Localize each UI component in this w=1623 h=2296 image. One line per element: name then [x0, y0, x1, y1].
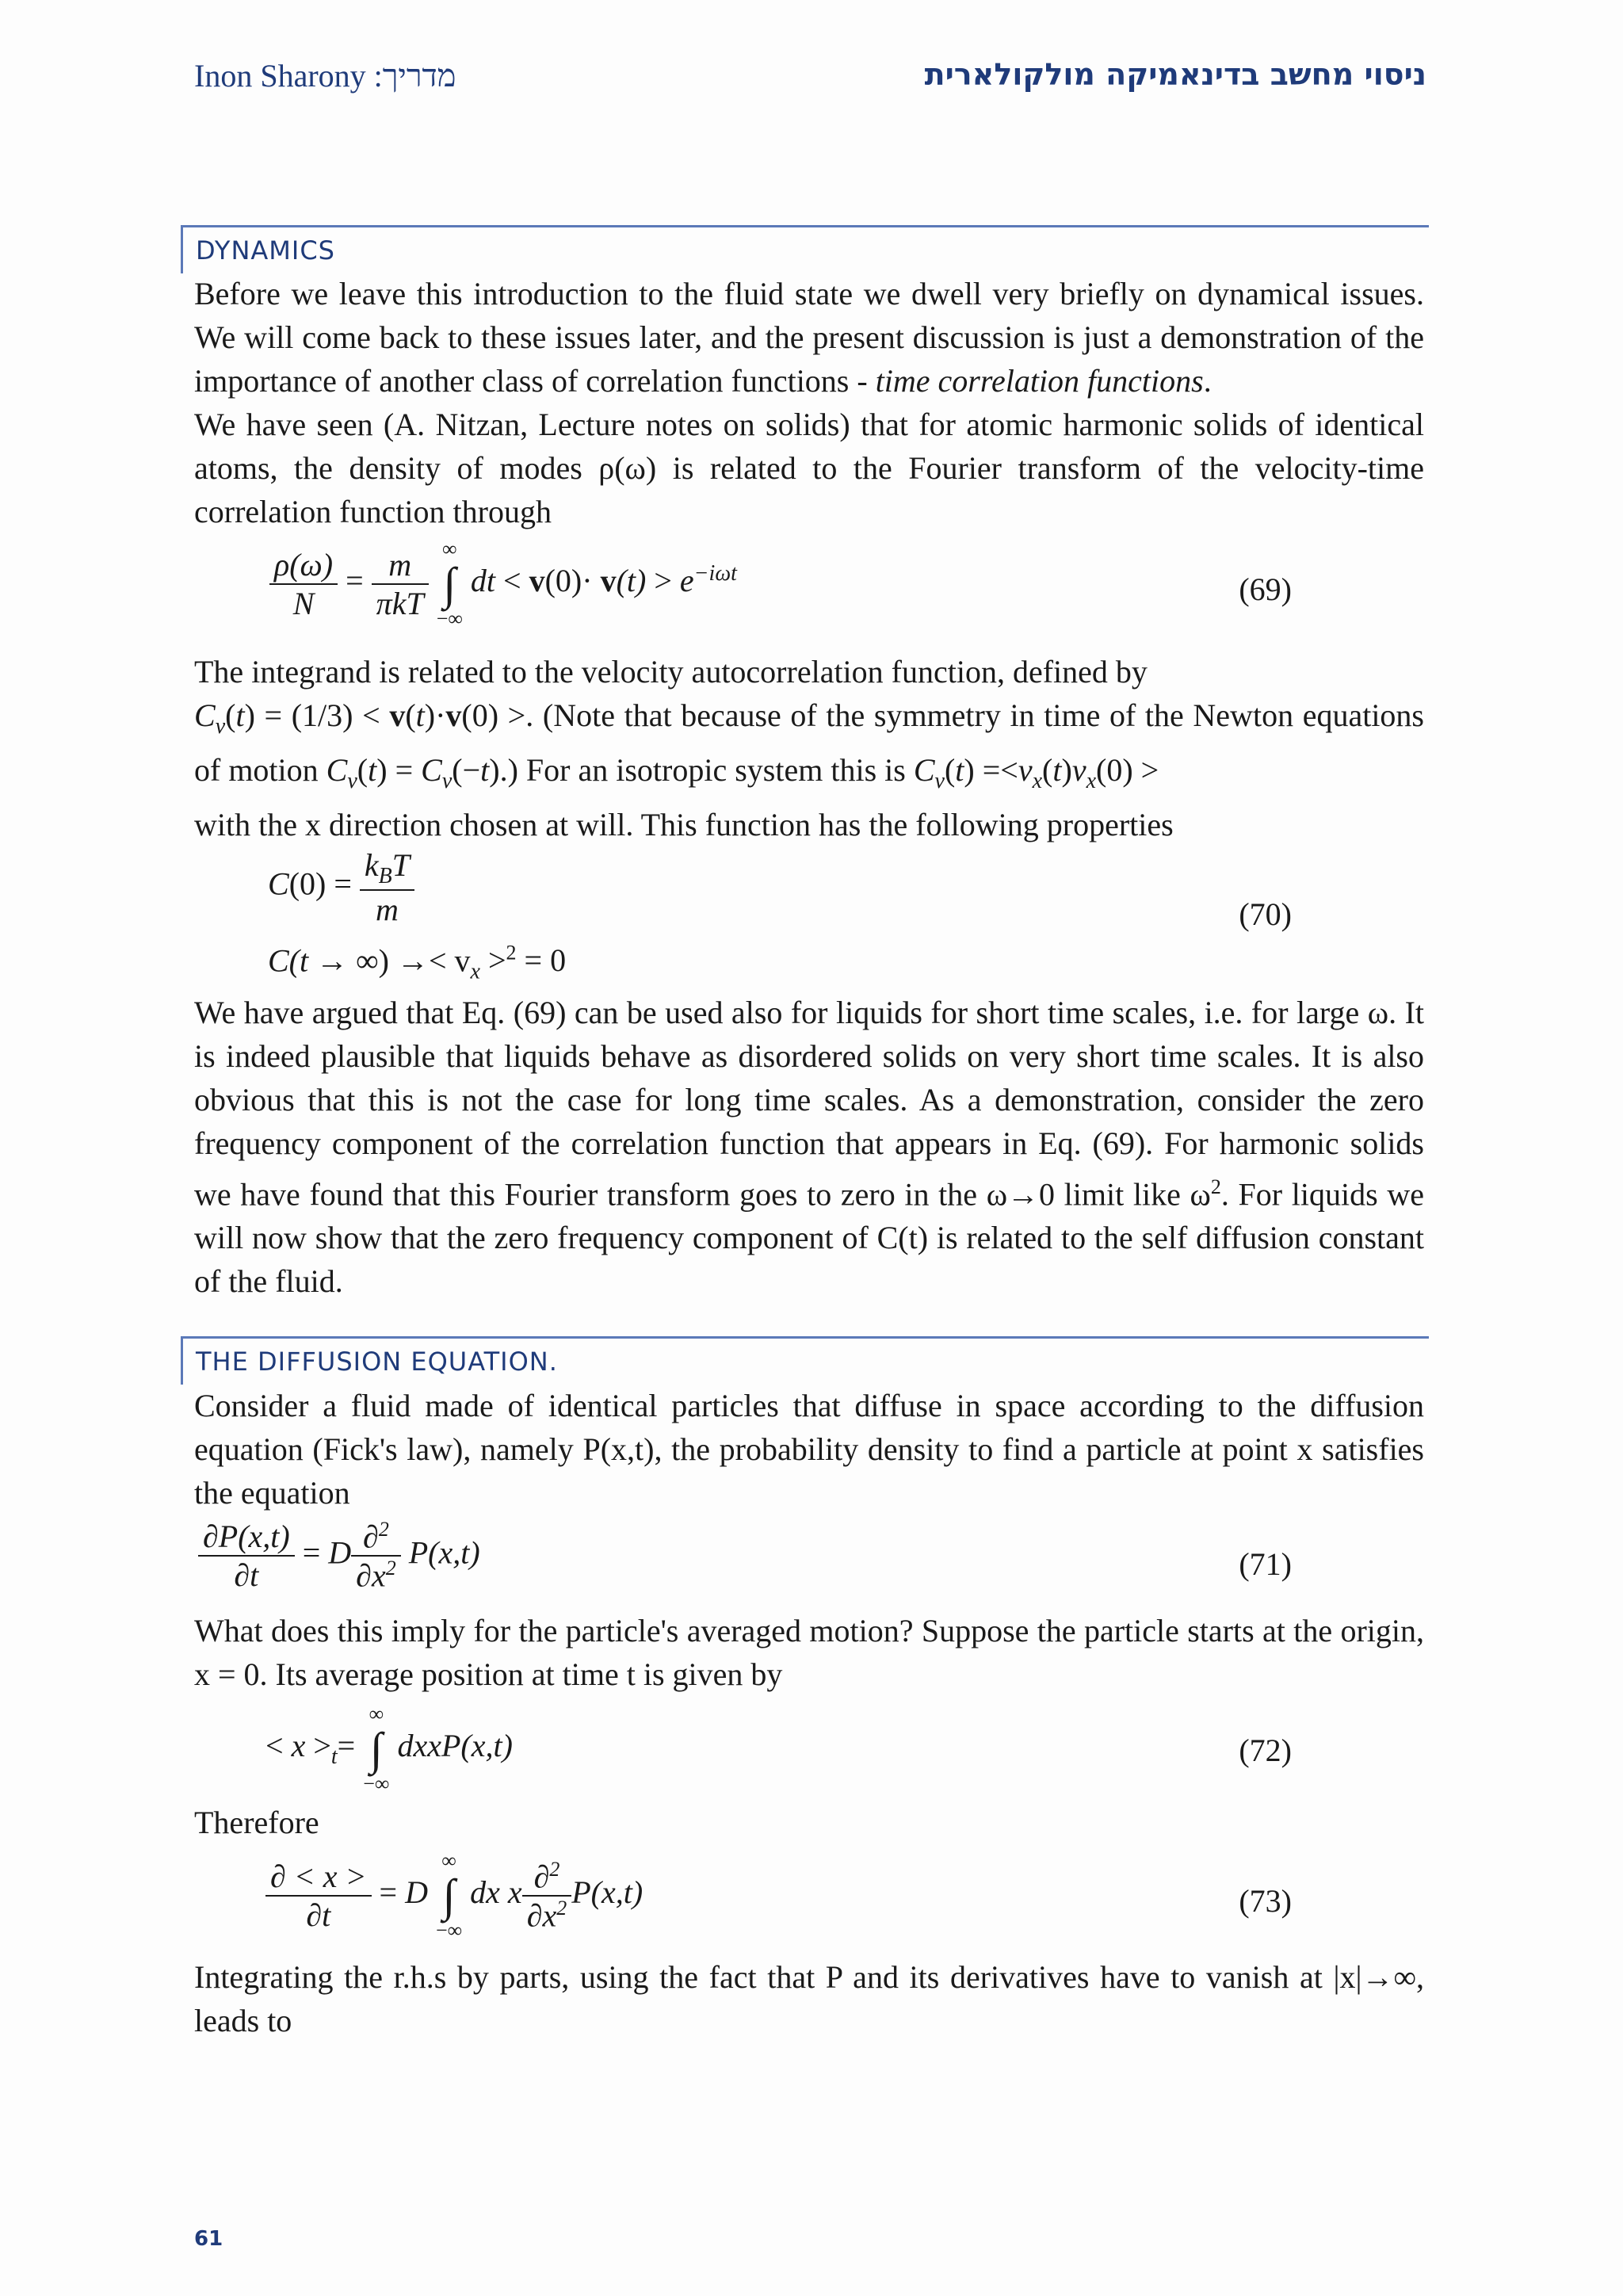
emphasis-text: time correlation functions: [875, 363, 1204, 399]
paragraph-velocity-autocorrelation: The integrand is related to the velocity autocorrelation function, defined by $C_v(t) = (1/3) < v(t)\cdot v(0)$ >. (Note that because of the symmetry in time of the Newton equations of motion $C_v(t) = C_v(-t)$.) For an isotropic system this is $C_v(t) =<v_x(t)v_x(0)$ > with the x direction chosen at will. This function has the following properties: [194, 654, 1425, 842]
paragraph-text: We have argued that Eq. (69) can be used also for liquids for short time scales, i.e. for large ω. It is indeed plausible that liquids behave as disordered solids on very short time scales. It is also obvious that this is not the case for long time scales. As a demonstration, consider the zero frequency component of the correlation function that appears in Eq. (69). For harmonic solids we have found that this Fourier transform goes to zero in the ω→0 limit like ω: [194, 995, 1424, 1213]
header-course-title: ניסוי מחשב בדינאמיקה מולקולארית: [924, 57, 1426, 92]
paragraph-liquids: [194, 991, 1424, 1303]
paragraph-therefore: Therefore: [194, 1805, 319, 1840]
header-instructor: Inon Sharony :מדריך: [194, 58, 456, 94]
section-heading-diffusion: [181, 1336, 1429, 1385]
equation-71: $\frac{\partial P(x,t)}{\partial t}$ = D $\frac{\partial^2}{\partial x^2}$ P(x,t): [198, 1518, 480, 1595]
paragraph-text: ) For an isotropic system this is: [507, 752, 906, 788]
equation-number: (72): [1239, 1733, 1292, 1768]
equation-69: $\frac{\rho(\omega)}{N}$ = $\frac{m}{\text{πkT}}$ ∞ ∫ −∞ dt < $v(0)\cdot v(t) > e^{-i\omega t}$: [269, 539, 737, 629]
equation-number: (71): [1239, 1546, 1292, 1582]
paragraph-intro: [194, 272, 1424, 403]
equation-73: $\frac{\partial < x >}{\partial t}$ = D ∞ ∫ −∞ dx x $\frac{\partial^2}{\partial x^2}$ P(x,t): [265, 1851, 643, 1941]
equation-72: < $x >_t=$ ∞ ∫ −∞ dxxP(x,t): [265, 1702, 513, 1795]
page-number: 61: [194, 2227, 223, 2251]
equation-number: (69): [1239, 571, 1292, 607]
section-title: DYNAMICS: [196, 235, 335, 266]
section-heading-dynamics: [181, 225, 1429, 273]
paragraph-text: . (Note that because of the symmetry in time of the Newton equations of motion: [194, 697, 1425, 788]
paragraph-text: with the x direction chosen at will. This function has the following properties: [194, 807, 1174, 842]
equation-number: (73): [1239, 1883, 1292, 1919]
equation-70-a: C(0) = $\frac{k_BT}{m}$: [268, 846, 414, 928]
paragraph-diffusion: Consider a fluid made of identical particles that diffuse in space according to the diffusion equation (Fick's law), namely P(x,t), the probability density to find a particle at point x satisfies the equation: [194, 1388, 1424, 1511]
equation-70-b: C(t → ∞) →< $v_x >^2 = 0$: [268, 942, 567, 984]
paragraph-text: . For liquids we will now show that the zero frequency component of C(t) is related to the self diffusion constant of the fluid.: [194, 1176, 1424, 1300]
paragraph-text: Before we leave this introduction to the fluid state we dwell very briefly on dynamical issues. We will come back to these issues later, and the present discussion is just a demonstration of the importance of another class of correlation functions -: [194, 276, 1424, 399]
paragraph-text: The integrand is related to the velocity autocorrelation function, defined by: [194, 654, 1148, 690]
paragraph-integration-by-parts: Integrating the r.h.s by parts, using the fact that P and its derivatives have to vanish at |x|→∞, leads to: [194, 1959, 1424, 2038]
superscript: 2: [1210, 1175, 1221, 1198]
section-title: THE DIFFUSION EQUATION.: [196, 1347, 558, 1377]
paragraph-density-of-modes: We have seen (A. Nitzan, Lecture notes on solids) that for atomic harmonic solids of identical atoms, the density of modes ρ(ω) is related to the Fourier transform of the velocity-time correlation function through: [194, 407, 1424, 529]
paragraph-average-motion: What does this imply for the particle's averaged motion? Suppose the particle starts at the origin, x = 0. Its average position at time t is given by: [194, 1613, 1424, 1692]
equation-number: (70): [1239, 896, 1292, 932]
paragraph-text: .: [1203, 363, 1212, 399]
